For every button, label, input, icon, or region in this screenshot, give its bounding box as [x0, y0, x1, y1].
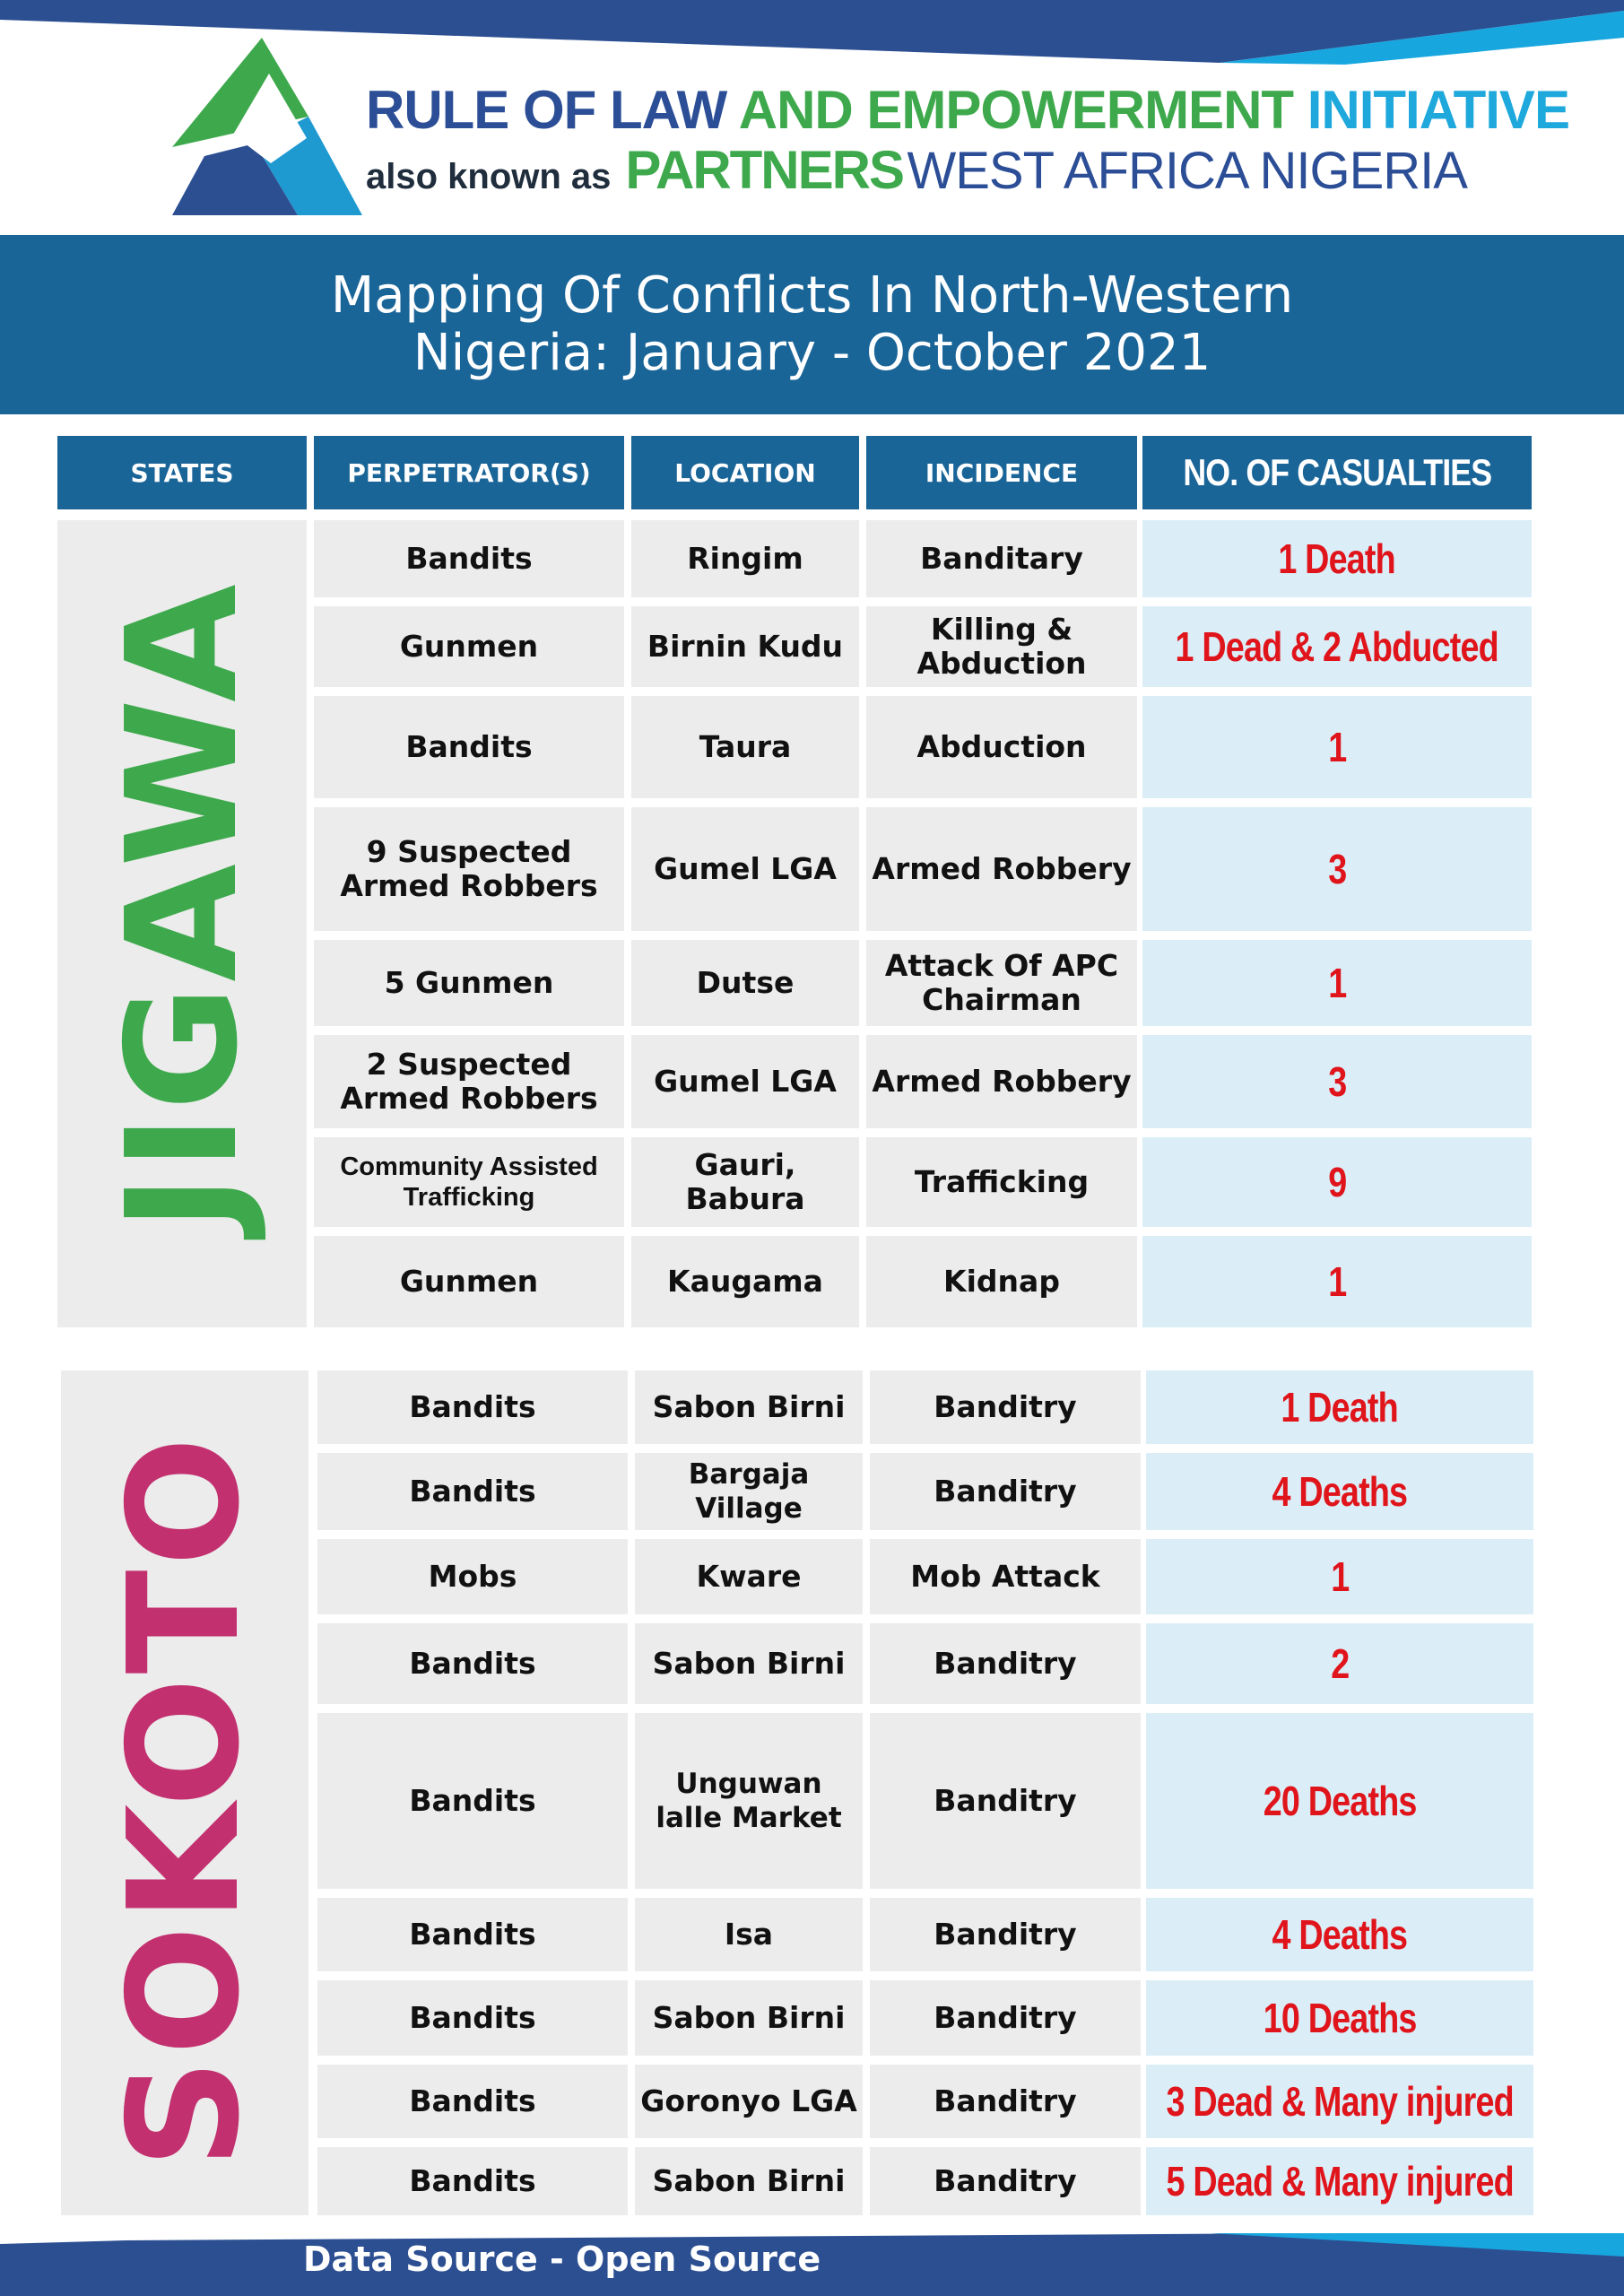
incidence-text: Banditry — [934, 2000, 1077, 2035]
data-source-text: Data Source - Open Source — [303, 2239, 821, 2279]
organization-logo — [172, 38, 362, 215]
casualties-text: 1 — [1327, 1258, 1347, 1305]
casualties-cell — [1146, 2147, 1533, 2215]
location-text: Ringim — [687, 541, 803, 576]
incidence-text: Abduction — [916, 729, 1087, 764]
casualties-text: 1 — [1327, 724, 1347, 770]
perpetrator-text: Community Assisted Trafficking — [340, 1152, 598, 1212]
casualties-text: 1 Death — [1281, 1384, 1399, 1431]
location-text: Gumel LGA — [654, 1064, 837, 1099]
casualties-text: 1 — [1327, 960, 1347, 1006]
perpetrator-cell — [317, 1623, 628, 1704]
perpetrator-cell — [314, 696, 624, 798]
incidence-cell — [866, 1035, 1137, 1128]
perpetrator-text: Bandits — [409, 1783, 536, 1818]
incidence-cell — [870, 1453, 1141, 1530]
incidence-cell — [866, 696, 1137, 798]
location-cell — [635, 1980, 863, 2056]
incidence-text: Banditry — [934, 1474, 1077, 1509]
incidence-text: Banditry — [934, 1917, 1077, 1952]
perpetrator-cell — [317, 1898, 628, 1971]
casualties-text: 3 — [1327, 1058, 1347, 1105]
incidence-text: Banditry — [934, 1389, 1077, 1424]
location-text: Bargaja Village — [688, 1458, 810, 1525]
state-name-jigawa: JIGAWA — [94, 580, 272, 1231]
perpetrator-text: Bandits — [409, 1389, 536, 1424]
location-cell — [635, 1453, 863, 1530]
location-cell — [631, 1236, 859, 1327]
incidence-text: Mob Attack — [910, 1559, 1100, 1594]
title-bar — [0, 235, 1624, 414]
perpetrator-text: 5 Gunmen — [384, 965, 554, 1000]
header-casualties — [1142, 436, 1532, 509]
perpetrator-text: Bandits — [409, 2083, 536, 2118]
casualties-text: 4 Deaths — [1272, 1468, 1408, 1515]
incidence-text: Trafficking — [914, 1164, 1090, 1199]
casualties-text: 3 Dead & Many injured — [1166, 2078, 1514, 2125]
perpetrator-text: Gunmen — [399, 1264, 539, 1299]
casualties-text: 4 Deaths — [1272, 1911, 1408, 1958]
location-cell — [631, 940, 859, 1026]
location-cell — [631, 520, 859, 597]
casualties-cell — [1146, 1713, 1533, 1889]
incidence-text: Banditry — [934, 1646, 1077, 1681]
location-text: Sabon Birni — [652, 2163, 846, 2198]
casualties-text: 3 — [1327, 846, 1347, 892]
incidence-cell — [866, 1236, 1137, 1327]
incidence-text: Killing & Abduction — [916, 612, 1087, 681]
perpetrator-cell — [314, 940, 624, 1026]
perpetrator-text: Bandits — [405, 541, 533, 576]
incidence-text: Kidnap — [943, 1264, 1060, 1299]
perpetrator-cell — [317, 1539, 628, 1614]
alias-part2: WEST AFRICA NIGERIA — [907, 142, 1467, 200]
casualties-cell — [1146, 1370, 1533, 1444]
casualties-text: 20 Deaths — [1263, 1778, 1417, 1824]
casualties-text: 1 Death — [1278, 535, 1396, 582]
perpetrator-text: Mobs — [428, 1559, 517, 1594]
perpetrator-cell — [317, 2065, 628, 2138]
location-text: Sabon Birni — [652, 1389, 846, 1424]
location-cell — [635, 1370, 863, 1444]
location-cell — [635, 1898, 863, 1971]
incidence-text: Attack Of APC Chairman — [884, 948, 1119, 1017]
incidence-cell — [866, 606, 1137, 687]
location-text: Unguwan lalle Market — [656, 1768, 842, 1834]
casualties-cell — [1146, 1623, 1533, 1704]
location-text: Birnin Kudu — [647, 629, 844, 664]
location-text: Gauri, Babura — [685, 1147, 805, 1216]
perpetrator-text: Bandits — [409, 2163, 536, 2198]
location-text: Kware — [696, 1559, 802, 1594]
casualties-cell — [1142, 606, 1532, 687]
location-cell — [631, 696, 859, 798]
casualties-cell — [1142, 520, 1532, 597]
casualties-cell — [1146, 1453, 1533, 1530]
perpetrator-text: Bandits — [409, 1646, 536, 1681]
casualties-cell — [1146, 1898, 1533, 1971]
casualties-cell — [1142, 807, 1532, 931]
location-cell — [635, 2065, 863, 2138]
location-text: Gumel LGA — [654, 851, 837, 886]
casualties-cell — [1142, 696, 1532, 798]
header — [0, 0, 1624, 235]
perpetrator-cell — [317, 1713, 628, 1889]
location-text: Goronyo LGA — [640, 2083, 857, 2118]
org-name-part2: AND EMPOWERMENT — [738, 80, 1294, 140]
state-panel-sokoto — [61, 1370, 308, 2215]
perpetrator-cell — [314, 520, 624, 597]
perpetrator-cell — [317, 1980, 628, 2056]
incidence-cell — [866, 940, 1137, 1026]
casualties-cell — [1142, 1137, 1532, 1227]
casualties-text: 9 — [1327, 1159, 1347, 1205]
location-cell — [631, 1035, 859, 1128]
casualties-text: 2 — [1330, 1640, 1350, 1687]
location-cell — [635, 1539, 863, 1614]
incidence-cell — [870, 2147, 1141, 2215]
casualties-cell — [1142, 1035, 1532, 1128]
header-states: STATES — [57, 436, 307, 509]
location-cell — [631, 1137, 859, 1227]
alias-part1: PARTNERS — [625, 140, 903, 200]
casualties-cell — [1146, 2065, 1533, 2138]
incidence-text: Banditary — [920, 541, 1083, 576]
casualties-cell — [1142, 1236, 1532, 1327]
perpetrator-cell — [317, 1370, 628, 1444]
perpetrator-cell — [314, 1137, 624, 1227]
incidence-cell — [870, 1539, 1141, 1614]
page-title-line1: Mapping Of Conflicts In North-Western — [330, 266, 1294, 325]
location-text: Sabon Birni — [652, 2000, 846, 2035]
header-perpetrators: PERPETRATOR(S) — [314, 436, 624, 509]
incidence-text: Banditry — [934, 2083, 1077, 2118]
location-cell — [631, 807, 859, 931]
incidence-cell — [866, 807, 1137, 931]
org-name-part1: RULE OF LAW — [366, 80, 727, 140]
perpetrator-text: 2 Suspected Armed Robbers — [340, 1047, 598, 1116]
incidence-cell — [870, 2065, 1141, 2138]
perpetrator-text: Bandits — [409, 2000, 536, 2035]
incidence-text: Banditry — [934, 1783, 1077, 1818]
perpetrator-cell — [314, 1236, 624, 1327]
aka-text: also known as — [366, 157, 612, 196]
location-cell — [631, 606, 859, 687]
perpetrator-text: Gunmen — [399, 629, 539, 664]
incidence-text: Armed Robbery — [872, 851, 1132, 886]
incidence-cell — [870, 1370, 1141, 1444]
incidence-cell — [866, 1137, 1137, 1227]
perpetrator-text: Bandits — [405, 729, 533, 764]
header-casualties-label: NO. OF CASUALTIES — [1183, 451, 1491, 493]
location-cell — [635, 2147, 863, 2215]
perpetrator-cell — [314, 807, 624, 931]
perpetrator-cell — [314, 606, 624, 687]
location-cell — [635, 1623, 863, 1704]
location-text: Kaugama — [667, 1264, 823, 1299]
organization-name — [366, 80, 1569, 215]
casualties-text: 1 — [1330, 1553, 1350, 1600]
incidence-cell — [866, 520, 1137, 597]
location-text: Isa — [724, 1917, 774, 1952]
casualties-cell — [1146, 1980, 1533, 2056]
incidence-text: Banditry — [934, 2163, 1077, 2198]
perpetrator-text: Bandits — [409, 1474, 536, 1509]
casualties-text: 1 Dead & 2 Abducted — [1175, 623, 1499, 670]
page-title-line2: Nigeria: January - October 2021 — [413, 324, 1211, 382]
header-incidence: INCIDENCE — [866, 436, 1137, 509]
location-text: Taura — [699, 729, 792, 764]
casualties-text: 10 Deaths — [1263, 1995, 1417, 2041]
location-text: Dutse — [696, 965, 795, 1000]
incidence-cell — [870, 1980, 1141, 2056]
perpetrator-text: Bandits — [409, 1917, 536, 1952]
incidence-cell — [870, 1713, 1141, 1889]
perpetrator-cell — [317, 1453, 628, 1530]
incidence-text: Armed Robbery — [872, 1064, 1132, 1099]
state-name-sokoto: SOKOTO — [96, 1432, 274, 2170]
perpetrator-cell — [317, 2147, 628, 2215]
location-cell — [635, 1713, 863, 1889]
org-name-part3: INITIATIVE — [1307, 80, 1569, 140]
casualties-cell — [1142, 940, 1532, 1026]
incidence-cell — [870, 1623, 1141, 1704]
perpetrator-text: 9 Suspected Armed Robbers — [340, 834, 598, 903]
location-text: Sabon Birni — [652, 1646, 846, 1681]
incidence-cell — [870, 1898, 1141, 1971]
casualties-text: 5 Dead & Many injured — [1166, 2158, 1514, 2205]
casualties-cell — [1146, 1539, 1533, 1614]
header-location: LOCATION — [631, 436, 859, 509]
state-panel-jigawa — [57, 520, 307, 1327]
perpetrator-cell — [314, 1035, 624, 1128]
